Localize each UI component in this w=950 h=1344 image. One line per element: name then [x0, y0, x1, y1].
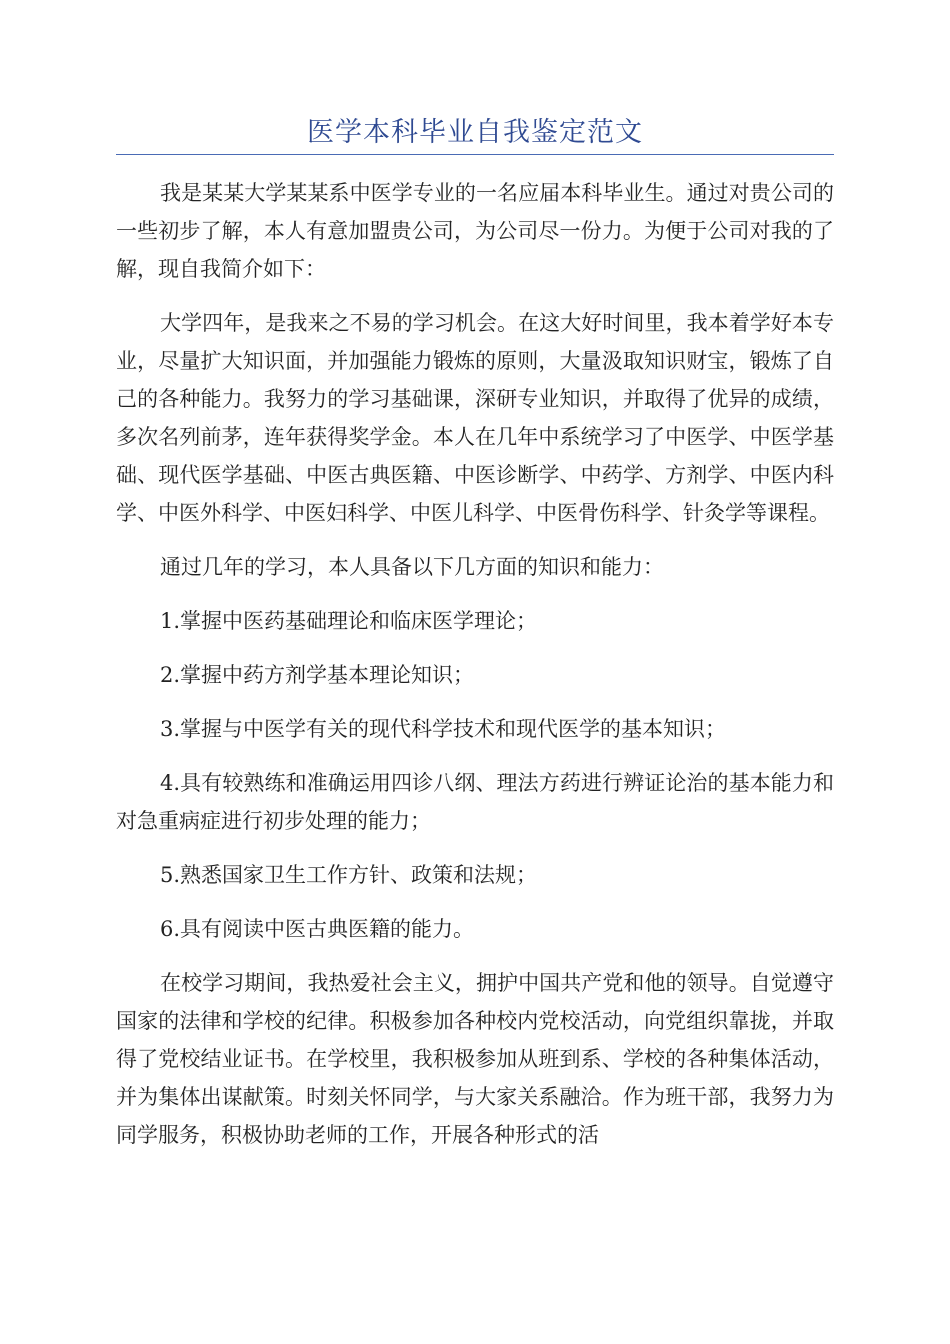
- title-underline: [116, 154, 834, 155]
- paragraph-intro: 我是某某大学某某系中医学专业的一名应届本科毕业生。通过对贵公司的一些初步了解，本人有意加盟贵公司，为公司尽一份力。为便于公司对我的了解，现自我简介如下：: [116, 181, 834, 281]
- document-body: [116, 174, 834, 1170]
- list-item-6: 6.具有阅读中医古典医籍的能力。: [160, 917, 475, 941]
- list-item-2: 2.掌握中药方剂学基本理论知识；: [160, 663, 475, 687]
- document-title: 医学本科毕业自我鉴定范文: [307, 117, 643, 148]
- list-item-4: 4.具有较熟练和准确运用四诊八纲、理法方药进行辨证论治的基本能力和对急重病症进行初步处理的能力；: [116, 771, 834, 833]
- list-item-1: 1.掌握中医药基础理论和临床医学理论；: [160, 609, 538, 633]
- list-item-3: 3.掌握与中医学有关的现代科学技术和现代医学的基本知识；: [160, 717, 727, 741]
- list-item-5: 5.熟悉国家卫生工作方针、政策和法规；: [160, 863, 538, 887]
- paragraph-study: 大学四年，是我来之不易的学习机会。在这大好时间里，我本着学好本专业，尽量扩大知识面，并加强能力锻炼的原则，大量汲取知识财宝，锻炼了自己的各种能力。我努力的学习基础课，深研专业知识，并取得了优异的成绩，多次名列前茅，连年获得奖学金。本人在几年中系统学习了中医学、中医学基础、现代医学基础、中医古典医籍、中医诊断学、中药学、方剂学、中医内科学、中医外科学、中医妇科学、中医儿科学、中医骨伤科学、针灸学等课程。: [116, 311, 834, 525]
- paragraph-abilities-intro: 通过几年的学习，本人具备以下几方面的知识和能力：: [160, 555, 664, 579]
- paragraph-campus-life: 在校学习期间，我热爱社会主义，拥护中国共产党和他的领导。自觉遵守国家的法律和学校的纪律。积极参加各种校内党校活动，向党组织靠拢，并取得了党校结业证书。在学校里，我积极参加从班到系、学校的各种集体活动，并为集体出谋献策。时刻关怀同学，与大家关系融洽。作为班干部，我努力为同学服务，积极协助老师的工作，开展各种形式的活: [116, 971, 834, 1147]
